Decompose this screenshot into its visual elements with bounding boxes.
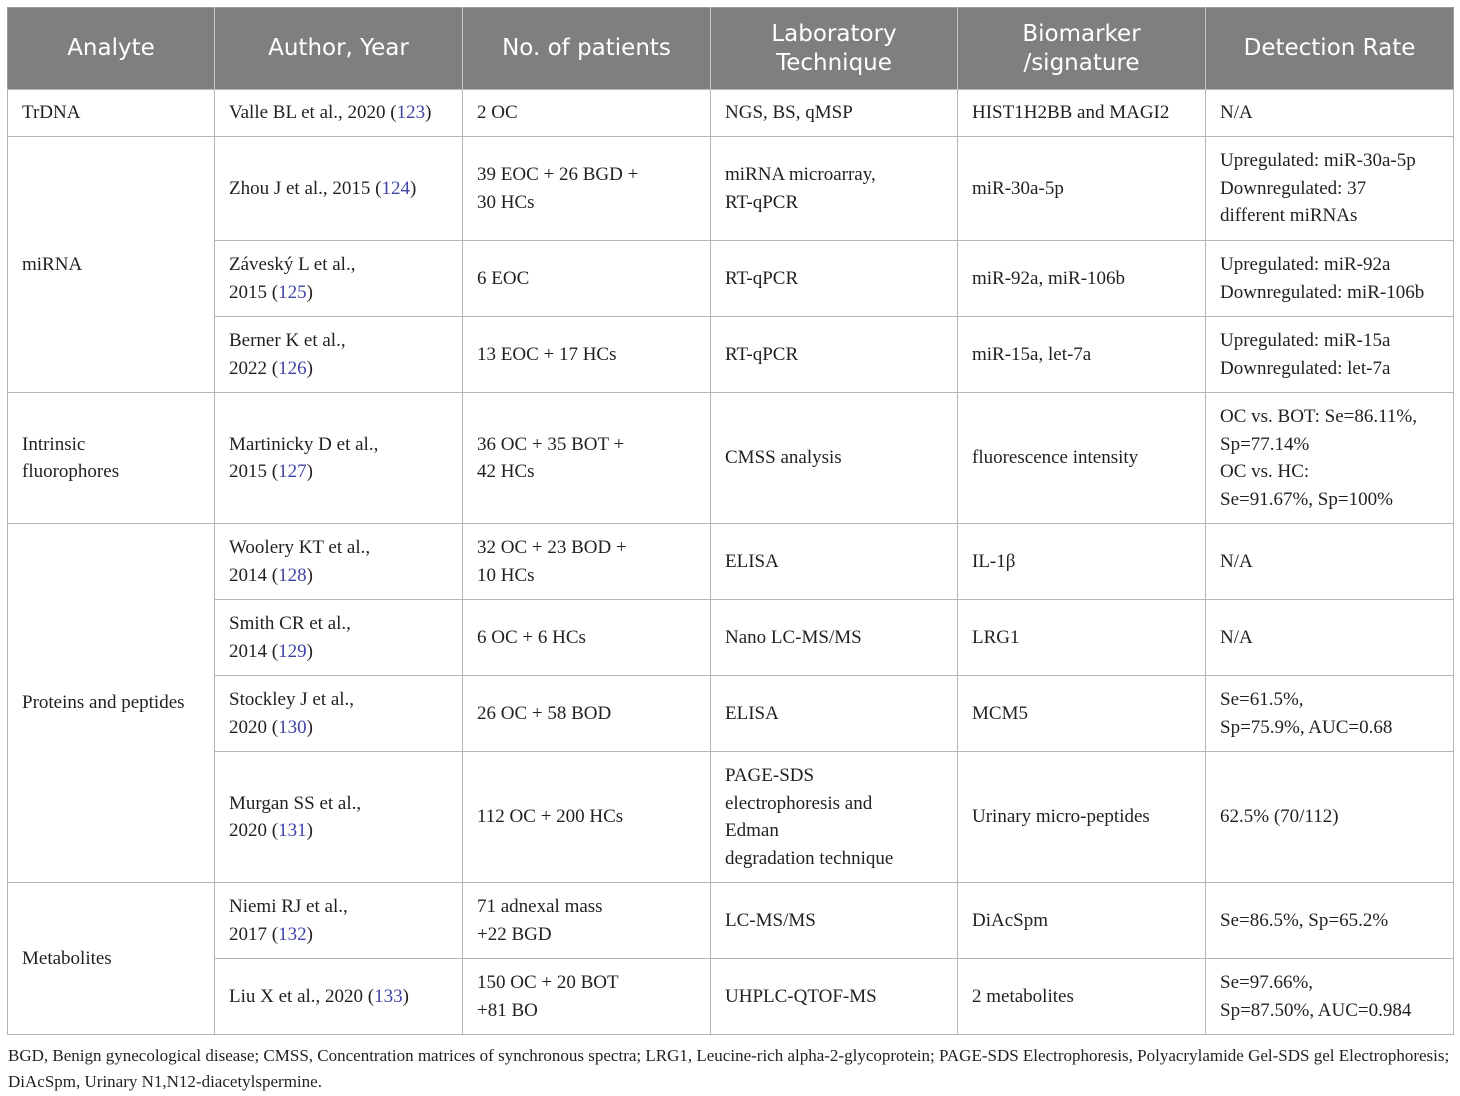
patients-cell: 71 adnexal mass +22 BGD (463, 883, 711, 959)
author-text-end: ) (425, 102, 432, 124)
technique-cell: Nano LC-MS/MS (711, 600, 958, 676)
analytes-table (7, 7, 1454, 1035)
detection-rate-cell: OC vs. BOT: Se=86.11%, Sp=77.14% OC vs. HC: Se=91.67%, Sp=100% (1206, 393, 1454, 524)
author-text: Woolery KT et al., 2014 ( (229, 537, 371, 586)
reference-link[interactable]: 127 (278, 461, 307, 482)
patients-cell: 13 EOC + 17 HCs (463, 317, 711, 393)
author-year-cell (215, 317, 463, 393)
analyte-cell: TrDNA (8, 90, 215, 137)
author-text-end: ) (410, 177, 417, 199)
reference-link[interactable]: 125 (278, 281, 307, 303)
biomarker-cell: HIST1H2BB and MAGI2 (958, 90, 1206, 137)
detection-rate-cell: Upregulated: miR-15a Downregulated: let-7a (1206, 317, 1454, 393)
table-row (8, 90, 1454, 137)
reference-link[interactable]: 129 (278, 640, 307, 662)
patients-cell: 36 OC + 35 BOT + 42 HCs (463, 393, 711, 524)
table-row (8, 883, 1454, 959)
author-year-cell (215, 393, 463, 524)
technique-cell: RT-qPCR (711, 241, 958, 317)
technique-cell: PAGE-SDS electrophoresis and Edman degradation technique (711, 752, 958, 883)
technique-cell: UHPLC-QTOF-MS (711, 959, 958, 1035)
detection-rate-cell: Se=86.5%, Sp=65.2% (1206, 883, 1454, 959)
author-text-end: ) (402, 985, 409, 1007)
biomarker-cell: Urinary micro-peptides (958, 752, 1206, 883)
analyte-cell: Intrinsic fluorophores (8, 393, 215, 524)
detection-rate-cell: N/A (1206, 90, 1454, 137)
author-text-end: ) (306, 716, 313, 738)
reference-link[interactable]: 133 (374, 985, 403, 1007)
header-patients: No. of patients (463, 8, 711, 90)
header-analyte: Analyte (8, 8, 215, 90)
biomarker-cell: LRG1 (958, 600, 1206, 676)
author-text: Záveský L et al., 2015 ( (229, 254, 356, 303)
author-year-cell (215, 959, 463, 1035)
table-row (8, 959, 1454, 1035)
author-text: Zhou J et al., 2015 ( (229, 177, 382, 199)
table-row (8, 600, 1454, 676)
author-text: Valle BL et al., 2020 ( (229, 102, 397, 124)
detection-rate-cell: Upregulated: miR-92a Downregulated: miR-106b (1206, 241, 1454, 317)
reference-link[interactable]: 124 (381, 177, 411, 199)
table-footnote: BGD, Benign gynecological disease; CMSS, Concentration matrices of synchronous spectra; LRG1, Leucine-rich alpha-2-glycoprotein; PAGE-SDS Electrophoresis, Polyacrylamide Gel-SDS gel Electrophoresis; DiAcSpm, Urinary N1,N12-diacetylspermine. (8, 1046, 1450, 1091)
reference-link[interactable]: 132 (278, 923, 307, 945)
author-year-cell (215, 524, 463, 600)
technique-cell: LC-MS/MS (711, 883, 958, 959)
author-text-end: ) (306, 820, 313, 841)
author-year-cell (215, 90, 463, 137)
author-text: Murgan SS et al., 2020 ( (229, 792, 362, 841)
author-text-end: ) (306, 640, 313, 662)
patients-cell: 26 OC + 58 BOD (463, 676, 711, 752)
reference-link[interactable]: 128 (278, 564, 307, 586)
analyte-cell: Metabolites (8, 883, 215, 1035)
biomarker-cell: MCM5 (958, 676, 1206, 752)
author-year-cell (215, 676, 463, 752)
table-row (8, 393, 1454, 524)
header-row (8, 8, 1454, 90)
table-row (8, 137, 1454, 241)
author-text: Stockley J et al., 2020 ( (229, 689, 355, 738)
patients-cell: 2 OC (463, 90, 711, 137)
patients-cell: 39 EOC + 26 BGD + 30 HCs (463, 137, 711, 241)
detection-rate-cell: N/A (1206, 600, 1454, 676)
technique-cell: ELISA (711, 676, 958, 752)
patients-cell: 150 OC + 20 BOT +81 BO (463, 959, 711, 1035)
detection-rate-cell: N/A (1206, 524, 1454, 600)
author-text-end: ) (306, 564, 313, 586)
patients-cell: 6 OC + 6 HCs (463, 600, 711, 676)
author-year-cell (215, 752, 463, 883)
table-row (8, 752, 1454, 883)
technique-cell: miRNA microarray, RT-qPCR (711, 137, 958, 241)
author-year-cell (215, 137, 463, 241)
author-text: Smith CR et al., 2014 ( (229, 613, 351, 662)
technique-cell: CMSS analysis (711, 393, 958, 524)
header-technique: Laboratory Technique (711, 8, 958, 90)
analyte-cell: miRNA (8, 137, 215, 393)
author-year-cell (215, 241, 463, 317)
table-body (8, 90, 1454, 1035)
biomarker-cell: IL-1β (958, 524, 1206, 600)
author-text-end: ) (306, 461, 313, 482)
detection-rate-cell: 62.5% (70/112) (1206, 752, 1454, 883)
author-text: Liu X et al., 2020 ( (229, 985, 375, 1007)
reference-link[interactable]: 123 (396, 102, 426, 124)
biomarker-cell: fluorescence intensity (958, 393, 1206, 524)
author-text-end: ) (306, 923, 313, 945)
detection-rate-cell: Upregulated: miR-30a-5p Downregulated: 37 different miRNAs (1206, 137, 1454, 241)
author-text: Niemi RJ et al., 2017 ( (229, 896, 348, 945)
biomarker-cell: miR-30a-5p (958, 137, 1206, 241)
detection-rate-cell: Se=61.5%, Sp=75.9%, AUC=0.68 (1206, 676, 1454, 752)
header-biomarker: Biomarker /signature (958, 8, 1206, 90)
author-year-cell (215, 883, 463, 959)
header-author-year: Author, Year (215, 8, 463, 90)
patients-cell: 32 OC + 23 BOD + 10 HCs (463, 524, 711, 600)
biomarker-cell: 2 metabolites (958, 959, 1206, 1035)
analyte-cell: Proteins and peptides (8, 524, 215, 883)
table-container (7, 7, 1453, 1095)
author-text-end: ) (306, 281, 313, 303)
biomarker-cell: miR-15a, let-7a (958, 317, 1206, 393)
author-text: Berner K et al., 2022 ( (229, 330, 346, 379)
table-row (8, 524, 1454, 600)
author-text: Martinicky D et al., 2015 ( (229, 433, 379, 482)
technique-cell: NGS, BS, qMSP (711, 90, 958, 137)
table-row (8, 241, 1454, 317)
author-year-cell (215, 600, 463, 676)
reference-link[interactable]: 126 (278, 357, 307, 379)
table-row (8, 317, 1454, 393)
detection-rate-cell: Se=97.66%, Sp=87.50%, AUC=0.984 (1206, 959, 1454, 1035)
patients-cell: 6 EOC (463, 241, 711, 317)
patients-cell: 112 OC + 200 HCs (463, 752, 711, 883)
header-detection-rate: Detection Rate (1206, 8, 1454, 90)
technique-cell: ELISA (711, 524, 958, 600)
author-text-end: ) (306, 357, 313, 379)
biomarker-cell: DiAcSpm (958, 883, 1206, 959)
technique-cell: RT-qPCR (711, 317, 958, 393)
reference-link[interactable]: 131 (278, 820, 307, 841)
reference-link[interactable]: 130 (278, 716, 307, 738)
table-row (8, 676, 1454, 752)
biomarker-cell: miR-92a, miR-106b (958, 241, 1206, 317)
